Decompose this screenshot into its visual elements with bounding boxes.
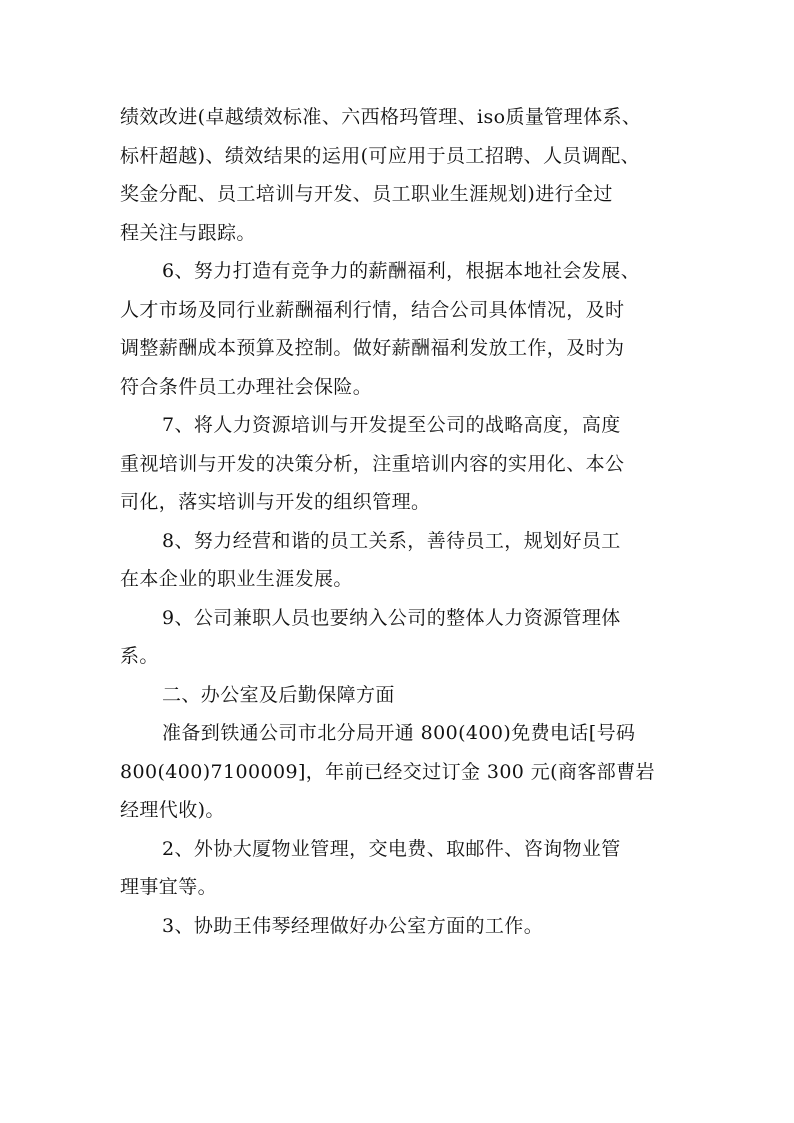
text-line: 奖金分配、员工培训与开发、员工职业生涯规划)进行全过 (120, 183, 613, 205)
text-line: 8、努力经营和谐的员工关系，善待员工，规划好员工 (162, 529, 621, 552)
section-heading-office-logistics (120, 676, 686, 715)
text-line: 符合条件员工办理社会保险。 (120, 375, 373, 398)
section-heading: 二、办公室及后勤保障方面 (162, 683, 395, 706)
paragraph-item-7 (120, 406, 686, 522)
text-line: 系。 (120, 645, 159, 667)
text-line: 7、将人力资源培训与开发提至公司的战略高度，高度 (162, 414, 621, 436)
text-line: 重视培训与开发的决策分析，注重培训内容的实用化、本公 (120, 452, 625, 475)
text-line: 6、努力打造有竞争力的薪酬福利，根据本地社会发展、 (162, 260, 641, 282)
paragraph-performance-improvement (120, 98, 686, 252)
paragraph-office-item-3 (120, 907, 686, 946)
paragraph-item-6 (120, 252, 686, 406)
text-line: 调整薪酬成本预算及控制。做好薪酬福利发放工作，及时为 (120, 337, 625, 359)
text-line: 理事宜等。 (120, 876, 218, 898)
text-line: 人才市场及同行业薪酬福利行情，结合公司具体情况，及时 (120, 298, 625, 321)
paragraph-item-9 (120, 599, 686, 676)
paragraph-free-phone (120, 714, 686, 830)
paragraph-item-8 (120, 522, 686, 599)
text-line: 经理代收)。 (120, 799, 225, 821)
text-line: 司化，落实培训与开发的组织管理。 (120, 491, 431, 513)
text-line: 程关注与跟踪。 (120, 221, 256, 244)
text-line: 在本企业的职业生涯发展。 (120, 568, 353, 590)
text-line: 9、公司兼职人员也要纳入公司的整体人力资源管理体 (162, 606, 621, 629)
text-line: 800(400)7100009]，年前已经交过订金 300 元(商客部曹岩 (120, 760, 655, 783)
paragraph-office-item-2 (120, 830, 686, 907)
text-line: 标杆超越)、绩效结果的运用(可应用于员工招聘、人员调配、 (120, 144, 641, 167)
text-line: 绩效改进(卓越绩效标准、六西格玛管理、iso质量管理体系、 (120, 106, 642, 128)
text-line: 准备到铁通公司市北分局开通 800(400)免费电话[号码 (162, 722, 636, 744)
text-line: 3、协助王伟琴经理做好办公室方面的工作。 (162, 914, 544, 937)
text-line: 2、外协大厦物业管理，交电费、取邮件、咨询物业管 (162, 837, 621, 860)
document-body (120, 98, 686, 945)
